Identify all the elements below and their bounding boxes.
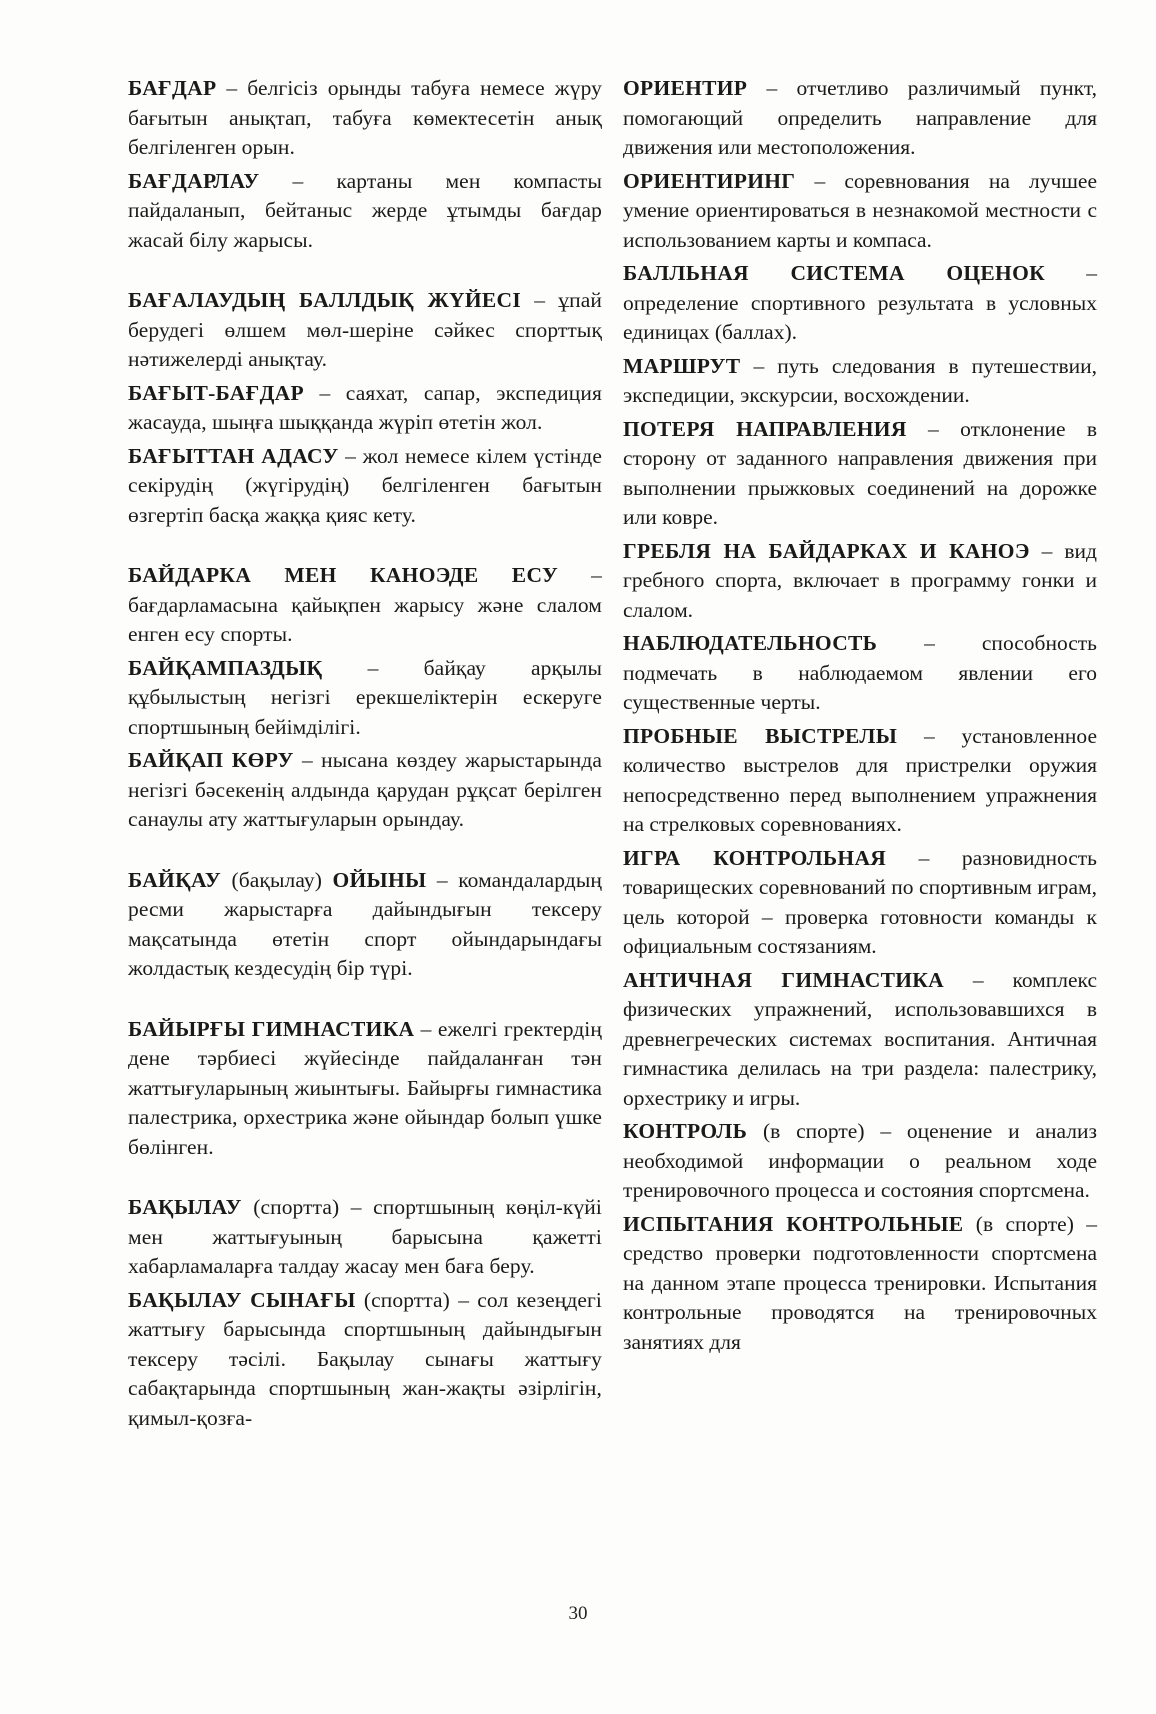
kk-entry-3 xyxy=(128,286,602,375)
kk-entry-8 xyxy=(128,746,602,835)
ru-term: ПОТЕРЯ НАПРАВЛЕНИЯ xyxy=(623,416,907,441)
ru-term: ОРИЕНТИР xyxy=(623,76,748,100)
ru-entry-9 xyxy=(623,844,1097,962)
ru-entry-6 xyxy=(623,537,1097,626)
kk-entry-7 xyxy=(128,654,602,743)
kazakh-column xyxy=(128,74,602,1433)
ru-term: ИСПЫТАНИЯ КОНТРОЛЬНЫЕ xyxy=(623,1211,964,1236)
ru-qualifier: (в спорте) xyxy=(963,1211,1087,1236)
kk-definition: – нысана көздеу жарыстарында негізгі бәсекенің алдында қарудан рұқсат берілген санаулы ату жаттығуларын орындау. xyxy=(128,748,603,831)
ru-definition: – определение спортивного результата в условных единицах (баллах). xyxy=(623,261,1097,344)
kk-definition: – жол немесе кілем үстінде секірудің (жүгірудің) белгіленген бағытын өзгертіп басқа жаққа қияс кету. xyxy=(128,443,602,527)
kk-term: БАЙҚАП КӨРУ xyxy=(128,748,294,772)
ru-term: ГРЕБЛЯ НА БАЙДАРКАХ И КАНОЭ xyxy=(623,538,1030,563)
kk-entry-11 xyxy=(128,1193,602,1282)
kk-entry-4 xyxy=(128,379,602,438)
ru-qualifier: (в спорте) xyxy=(747,1119,881,1143)
kk-definition: – ежелгі гректердің дене тәрбиесі жүйесінде пайдаланған тән жаттығуларының жиынтығы. Байырғы гимнастика палестрика, орхестрика және ойындар болып үшке бөлінген. xyxy=(128,1016,602,1159)
kk-entry-9 xyxy=(128,866,602,984)
ru-definition: – путь следования в путешествии, экспедиции, экскурсии, восхождении. xyxy=(623,353,1097,407)
kk-qualifier: (спортта) xyxy=(355,1287,459,1312)
ru-entry-8 xyxy=(623,722,1097,840)
ru-term: АНТИЧНАЯ ГИМНАСТИКА xyxy=(623,967,945,992)
russian-column xyxy=(623,74,1097,1357)
kk-definition: – байқау арқылы құбылыстың негізгі ерекшеліктерін ескеруге спортшының бейімділігі. xyxy=(128,655,602,739)
kk-entry-6 xyxy=(128,561,602,650)
ru-definition: – вид гребного спорта, включает в программу гонки и слалом. xyxy=(623,538,1097,622)
kk-entry-1 xyxy=(128,74,602,163)
ru-definition: – средство проверки подготовленности спортсмена на данном этапе процесса тренировки. Испытания контрольные проводятся на тренировочных занятиях для xyxy=(623,1211,1097,1354)
ru-term: ПРОБНЫЕ ВЫСТРЕЛЫ xyxy=(623,723,898,748)
ru-definition: – разновидность товарищеских соревнований по спортивным играм, цель которой – проверка готовности команды к официальным состязаниям. xyxy=(623,845,1097,958)
kk-definition: – саяхат, сапар, экспедиция жасауда, шыңға шыққанда жүріп өтетін жол. xyxy=(128,380,602,434)
ru-entry-7 xyxy=(623,629,1097,718)
kk-term: БАЙЫРҒЫ ГИМНАСТИКА xyxy=(128,1016,415,1041)
kk-definition: – спортшының көңіл-күйі мен жаттығуының барысына қажетті хабарламаларға талдау жасау мен баға беру. xyxy=(128,1195,602,1278)
kk-term: БАҒДАРЛАУ xyxy=(128,168,260,193)
ru-entry-10 xyxy=(623,966,1097,1114)
ru-entry-5 xyxy=(623,415,1097,533)
ru-definition: – установленное количество выстрелов для пристрелки оружия непосредственно перед выполнением упражнения на стрелковых соревнованиях. xyxy=(623,723,1097,836)
ru-term: КОНТРОЛЬ xyxy=(623,1119,748,1143)
ru-entry-11 xyxy=(623,1117,1097,1206)
ru-term: ОРИЕНТИРИНГ xyxy=(623,168,796,193)
kk-term: БАЙДАРКА МЕН КАНОЭДЕ ЕСУ xyxy=(128,563,559,587)
kk-entry-5 xyxy=(128,442,602,531)
kk-definition: – ұпай берудегі өлшем мөл-шеріне сәйкес спорттық нәтижелерді анықтау. xyxy=(128,288,602,371)
kk-term: БАҒАЛАУДЫҢ БАЛЛДЫҚ ЖҮЙЕСІ xyxy=(128,288,522,312)
ru-definition: – отчетливо различимый пункт, помогающий определить направление для движения или местоположения. xyxy=(623,76,1097,159)
kk-term: БАҒЫТ-БАҒДАР xyxy=(128,380,304,405)
ru-term: БАЛЛЬНАЯ СИСТЕМА ОЦЕНОК xyxy=(623,261,1045,285)
kk-entry-2 xyxy=(128,167,602,256)
ru-term: НАБЛЮДАТЕЛЬНОСТЬ xyxy=(623,631,878,655)
kk-entry-12 xyxy=(128,1286,602,1434)
ru-definition: – оценение и анализ необходимой информации о реальном ходе тренировочного процесса и состояния спортсмена. xyxy=(623,1119,1097,1202)
kk-term: БАҚЫЛАУ xyxy=(128,1195,242,1219)
kk-term: БАҚЫЛАУ СЫНАҒЫ xyxy=(128,1287,356,1312)
kk-qualifier: (бақылау) xyxy=(221,867,333,892)
ru-entry-1 xyxy=(623,74,1097,163)
kk-term-continuation: ОЙЫНЫ xyxy=(332,867,427,892)
ru-definition: – отклонение в сторону от заданного направления движения при выполнении прыжковых соединений на дорожке или ковре. xyxy=(623,416,1097,529)
ru-entry-12 xyxy=(623,1210,1097,1358)
kk-term: БАҒДАР xyxy=(128,76,217,100)
kk-term: БАЙҚАУ xyxy=(128,867,221,892)
ru-definition: – способность подмечать в наблюдаемом явлении его существенные черты. xyxy=(623,631,1097,714)
kk-definition: – командалардың ресми жарыстарға дайындығын тексеру мақсатында өтетін спорт ойындарындағы жолдастық кездесудің бір түрі. xyxy=(128,867,602,980)
ru-term: МАРШРУТ xyxy=(623,353,741,378)
ru-definition: – соревнования на лучшее умение ориентироваться в незнакомой местности с использованием карты и компаса. xyxy=(623,168,1097,252)
ru-entry-3 xyxy=(623,259,1097,348)
kk-term: БАЙҚАМПАЗДЫҚ xyxy=(128,655,323,680)
ru-entry-4 xyxy=(623,352,1097,411)
kk-qualifier: (спортта) xyxy=(241,1195,351,1219)
ru-entry-2 xyxy=(623,167,1097,256)
kk-definition: – белгісіз орынды табуға немесе жүру бағытын анықтап, табуға көмектесетін анық белгіленген орын. xyxy=(128,76,602,159)
kk-definition: – сол кезеңдегі жаттығу барысында спортшының дайындығын тексеру тәсілі. Бақылау сынағы жаттығу сабақтарында спортшының жан-жақты әзірлігін, қимыл-қозға- xyxy=(128,1287,602,1430)
ru-definition: – комплекс физических упражнений, использовавшихся в древнегреческих системах воспитания. Античная гимнастика делилась на три раздела: палестрику, орхестрику и игры. xyxy=(623,967,1098,1110)
kk-term: БАҒЫТТАН АДАСУ xyxy=(128,443,339,468)
page-number: 30 xyxy=(568,1603,588,1624)
ru-term: ИГРА КОНТРОЛЬНАЯ xyxy=(623,845,887,870)
kk-definition: – бағдарламасына қайықпен жарысу және слалом енген есу спорты. xyxy=(128,563,603,646)
kk-definition: – картаны мен компасты пайдаланып, бейтаныс жерде ұтымды бағдар жасай білу жарысы. xyxy=(128,168,602,252)
kk-entry-10 xyxy=(128,1015,602,1163)
